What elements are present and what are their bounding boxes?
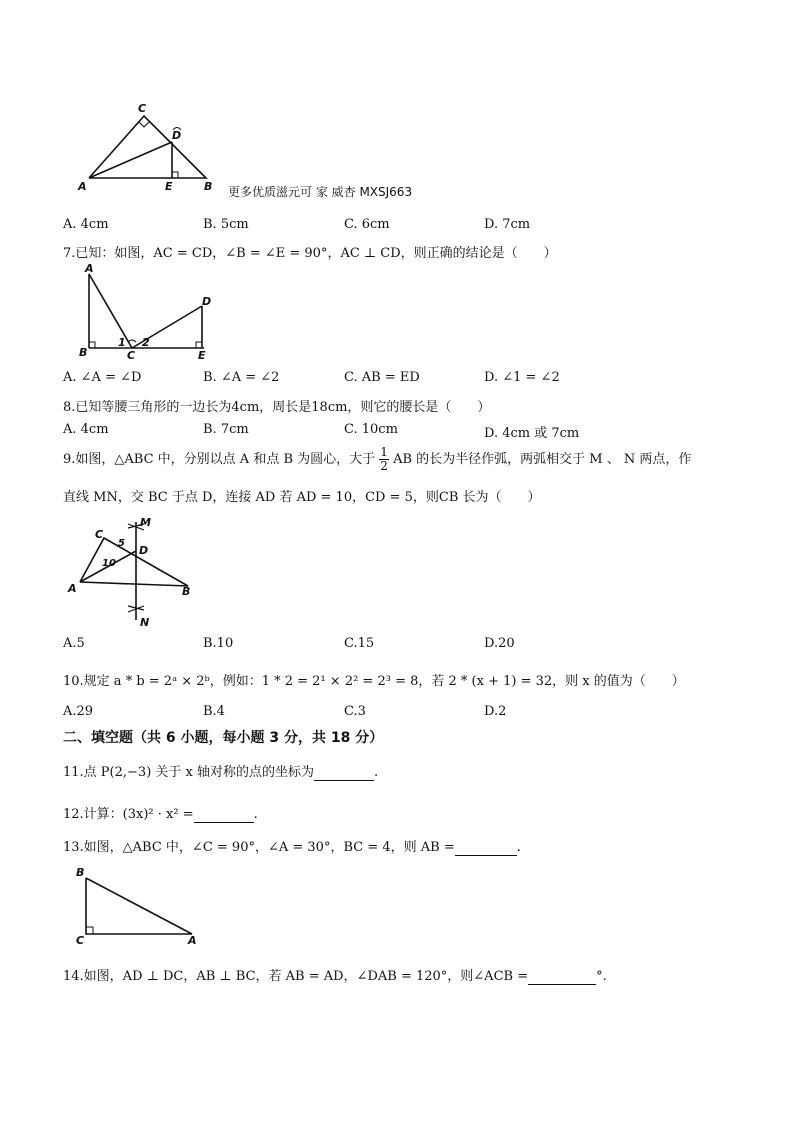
watermark-text: 更多优质滋元可 家 威杏 MXSJ663	[228, 185, 413, 199]
q11-answer-blank[interactable]	[314, 765, 374, 781]
q9-label-c: C	[95, 528, 104, 541]
q9-stem-part-b: AB 的长为半径作弧，两弧相交于 M 、 N 两点，作	[393, 452, 692, 467]
q6-label-b: B	[204, 180, 213, 193]
q11-stem: 11.点 P(2,−3) 关于 x 轴对称的点的坐标为	[63, 765, 314, 780]
q7-label-c: C	[127, 349, 136, 362]
q9-label-m: M	[140, 516, 151, 529]
q9-fraction	[379, 446, 389, 473]
q9-option-b[interactable]: B.10	[203, 636, 234, 651]
q7-options	[63, 370, 763, 388]
q7-option-c[interactable]: C. AB = ED	[344, 370, 420, 385]
q7-label-a: A	[85, 262, 94, 275]
q10-options	[63, 704, 763, 722]
q8-options	[63, 422, 763, 440]
q9-option-c[interactable]: C.15	[344, 636, 375, 651]
q9-label-n: N	[140, 616, 150, 629]
q6-options	[63, 217, 763, 235]
q7-label-d: D	[202, 295, 212, 308]
q10-option-b[interactable]: B.4	[203, 704, 225, 719]
q6-label-e: E	[165, 180, 173, 193]
q12-end: .	[253, 807, 258, 822]
q6-option-b[interactable]: B. 5cm	[203, 217, 249, 232]
q9-option-d[interactable]: D.20	[484, 636, 515, 651]
q7-label-two: 2	[142, 336, 150, 349]
q9-stem-part-a: 9.如图，△ABC 中，分别以点 A 和点 B 为圆心，大于	[63, 452, 376, 467]
q7-option-d[interactable]: D. ∠1 = ∠2	[484, 370, 560, 385]
q9-label-five: 5	[118, 538, 125, 549]
q13-figure	[72, 864, 202, 949]
q12-answer-blank[interactable]	[194, 807, 254, 823]
q12-line	[63, 803, 258, 823]
q7-option-a[interactable]: A. ∠A = ∠D	[63, 370, 142, 385]
q6-option-a[interactable]: A. 4cm	[63, 217, 109, 232]
q8-stem: 8.已知等腰三角形的一边长为4cm，周长是18cm，则它的腰长是（ ）	[63, 400, 491, 415]
q10-option-d[interactable]: D.2	[484, 704, 507, 719]
q8-option-a[interactable]: A. 4cm	[63, 422, 109, 437]
q8-option-d[interactable]: D. 4cm 或 7cm	[484, 426, 580, 441]
q7-label-one: 1	[118, 336, 126, 349]
q9-stem-line1	[63, 444, 691, 476]
q9-label-a: A	[68, 582, 77, 595]
q7-label-e: E	[198, 349, 206, 362]
q13-end: .	[516, 840, 521, 855]
q13-label-a: A	[188, 934, 197, 947]
q7-stem: 7.已知：如图，AC = CD，∠B = ∠E = 90°，AC ⊥ CD，则正确的结论是（ ）	[63, 246, 557, 261]
q6-label-a: A	[78, 180, 87, 193]
q7-label-b: B	[79, 346, 88, 359]
q13-stem: 13.如图，△ABC 中，∠C = 90°，∠A = 30°，BC = 4，则 AB =	[63, 840, 455, 855]
q14-answer-blank[interactable]	[528, 969, 596, 985]
q14-end: °.	[596, 969, 607, 984]
q13-label-b: B	[76, 866, 85, 879]
q7-figure	[76, 262, 221, 360]
q12-stem: 12.计算：(3x)² · x² =	[63, 807, 194, 822]
q9-label-b: B	[182, 585, 191, 598]
q14-stem: 14.如图，AD ⊥ DC，AB ⊥ BC，若 AB = AD，∠DAB = 120°，则∠ACB =	[63, 969, 529, 984]
q10-option-a[interactable]: A.29	[63, 704, 94, 719]
q13-line	[63, 836, 521, 856]
q8-option-b[interactable]: B. 7cm	[203, 422, 249, 437]
q9-figure	[66, 516, 206, 631]
q9-frac-num: 1	[380, 445, 388, 459]
q13-label-c: C	[76, 934, 85, 947]
q6-option-c[interactable]: C. 6cm	[344, 217, 390, 232]
q7-option-b[interactable]: B. ∠A = ∠2	[203, 370, 280, 385]
q6-label-c: C	[138, 102, 147, 115]
q6-label-d: D	[172, 129, 182, 142]
q6-triangle-figure	[76, 100, 226, 195]
q9-frac-den: 2	[380, 459, 388, 473]
q10-option-c[interactable]: C.3	[344, 704, 366, 719]
section-fill-in-title: 二、填空题（共 6 小题，每小题 3 分，共 18 分）	[63, 730, 384, 746]
q11-end: .	[374, 765, 379, 780]
q9-label-d: D	[139, 544, 149, 557]
q9-options	[63, 636, 763, 654]
q9-label-ten: 10	[102, 558, 116, 569]
q8-option-c[interactable]: C. 10cm	[344, 422, 398, 437]
q10-stem: 10.规定 a * b = 2ᵃ × 2ᵇ，例如：1 * 2 = 2¹ × 2² = 2³ = 8，若 2 * (x + 1) = 32，则 x 的值为（ ）	[63, 674, 685, 689]
q13-answer-blank[interactable]	[455, 840, 517, 856]
q9-stem-line2: 直线 MN，交 BC 于点 D，连接 AD 若 AD = 10，CD = 5，则CB 长为（ ）	[63, 490, 541, 505]
q6-option-d[interactable]: D. 7cm	[484, 217, 531, 232]
q11-line	[63, 761, 378, 781]
q14-line	[63, 965, 607, 985]
q9-option-a[interactable]: A.5	[63, 636, 85, 651]
